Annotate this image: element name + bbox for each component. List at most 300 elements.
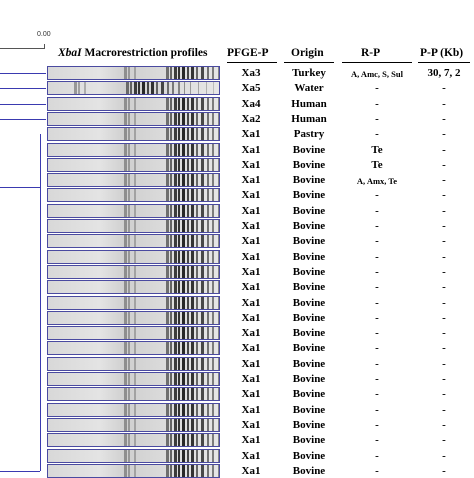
dendrogram-branch [0, 119, 46, 120]
gel-band [134, 113, 136, 125]
gel-band [187, 342, 189, 354]
gel-band [207, 251, 209, 263]
gel-band [201, 358, 204, 370]
gel-band [191, 251, 194, 263]
gel-band [212, 297, 214, 309]
gel-band [134, 220, 136, 232]
gel-band [134, 281, 136, 293]
gel-band [191, 128, 194, 140]
gel-band [174, 128, 177, 140]
gel-band [207, 373, 209, 385]
resistance-profile: - [375, 281, 379, 294]
gel-band [124, 159, 127, 171]
gel-band [182, 128, 185, 140]
plasmid-profile: - [442, 82, 446, 95]
isolate-origin: Pastry [293, 128, 325, 141]
gel-band [187, 373, 189, 385]
gel-band [187, 128, 189, 140]
gel-band [170, 342, 172, 354]
gel-band [124, 388, 127, 400]
gel-band [201, 113, 204, 125]
gel-band [170, 281, 172, 293]
gel-band [174, 205, 177, 217]
gel-band [178, 67, 180, 79]
gel-band [170, 404, 172, 416]
gel-band [170, 235, 172, 247]
pfge-pattern: Xa4 [241, 97, 261, 110]
gel-band [196, 419, 198, 431]
gel-band [196, 373, 198, 385]
gel-band [124, 373, 127, 385]
gel-band [218, 297, 220, 309]
gel-band [201, 281, 204, 293]
gel-band [166, 235, 169, 247]
gel-band [212, 113, 214, 125]
gel-band [196, 144, 198, 156]
gel-band [191, 342, 194, 354]
gel-band [218, 419, 220, 431]
gel-band [134, 205, 136, 217]
isolate-origin: Bovine [292, 296, 326, 309]
gel-band [187, 144, 189, 156]
plasmid-profile: - [442, 418, 446, 431]
gel-band [156, 82, 158, 94]
gel-band [207, 465, 209, 477]
gel-band [166, 404, 169, 416]
gel-band [134, 251, 136, 263]
gel-band [201, 465, 204, 477]
gel-band [182, 144, 185, 156]
gel-band [124, 419, 127, 431]
gel-band [201, 266, 204, 278]
gel-band [187, 327, 189, 339]
resistance-profile: - [375, 434, 379, 447]
gel-band [187, 98, 189, 110]
gel-band [170, 67, 172, 79]
resistance-profile: Te [371, 143, 383, 156]
pfge-pattern: Xa1 [241, 327, 261, 340]
gel-band [212, 312, 214, 324]
resistance-profile: Te [371, 158, 383, 171]
resistance-profile: - [375, 97, 379, 110]
isolate-origin: Human [291, 112, 327, 125]
isolate-origin: Bovine [292, 357, 326, 370]
gel-band [134, 144, 136, 156]
gel-band [187, 297, 189, 309]
gel-band [170, 373, 172, 385]
gel-band [212, 419, 214, 431]
gel-band [78, 82, 80, 94]
pfge-pattern: Xa1 [241, 403, 261, 416]
gel-band [212, 373, 214, 385]
header-pp: P-P (Kb) [420, 47, 464, 59]
gel-band [207, 266, 209, 278]
gel-band [166, 220, 169, 232]
gel-band [170, 113, 172, 125]
plasmid-profile: - [442, 112, 446, 125]
gel-band [207, 235, 209, 247]
gel-lane [47, 418, 220, 432]
gel-band [196, 312, 198, 324]
gel-band [178, 450, 180, 462]
gel-band [124, 312, 127, 324]
resistance-profile: A, Amx, Te [356, 175, 398, 186]
resistance-profile: A, Amc, S, Sul [351, 68, 403, 79]
gel-band [166, 266, 169, 278]
gel-band [212, 434, 214, 446]
gel-band [207, 98, 209, 110]
pfge-pattern: Xa1 [241, 281, 261, 294]
gel-band [130, 82, 132, 94]
gel-band [178, 98, 180, 110]
gel-band [213, 82, 214, 94]
gel-band [182, 312, 185, 324]
gel-band [134, 465, 136, 477]
gel-band [128, 419, 130, 431]
pfge-pattern: Xa1 [241, 189, 261, 202]
gel-band [182, 434, 185, 446]
gel-band [187, 174, 189, 186]
plasmid-profile: - [442, 189, 446, 202]
gel-band [212, 235, 214, 247]
resistance-profile: - [375, 327, 379, 340]
gel-band [178, 82, 180, 94]
gel-band [218, 144, 220, 156]
gel-band [201, 434, 204, 446]
gel-band [134, 174, 136, 186]
gel-band [182, 159, 185, 171]
gel-band [218, 434, 220, 446]
gel-band [170, 358, 172, 370]
gel-band [191, 235, 194, 247]
gel-band [178, 113, 180, 125]
gel-band [212, 144, 214, 156]
gel-band [134, 82, 137, 94]
gel-band [212, 450, 214, 462]
gel-band [191, 388, 194, 400]
gel-lane [47, 219, 220, 233]
gel-band [201, 67, 204, 79]
gel-band [196, 220, 198, 232]
gel-band [166, 434, 169, 446]
gel-band [207, 189, 209, 201]
gel-band [201, 373, 204, 385]
pfge-pattern: Xa1 [241, 235, 261, 248]
plasmid-profile: - [442, 97, 446, 110]
gel-band [182, 98, 185, 110]
gel-band [206, 82, 207, 94]
gel-band [207, 67, 209, 79]
pfge-pattern: Xa1 [241, 204, 261, 217]
pfge-pattern: Xa1 [241, 342, 261, 355]
gel-band [124, 266, 127, 278]
pfge-pattern: Xa1 [241, 357, 261, 370]
gel-band [174, 266, 177, 278]
resistance-profile: - [375, 403, 379, 416]
gel-band [218, 205, 220, 217]
gel-band [134, 297, 136, 309]
gel-band [196, 128, 198, 140]
gel-band [187, 281, 189, 293]
plasmid-profile: - [442, 296, 446, 309]
dendrogram-branch [0, 104, 46, 105]
pfge-pattern: Xa1 [241, 250, 261, 263]
gel-band [201, 159, 204, 171]
gel-band [191, 174, 194, 186]
dendrogram-cluster-line [40, 134, 41, 471]
resistance-profile: - [375, 418, 379, 431]
gel-band [124, 113, 127, 125]
gel-title-enzyme: XbaI [58, 47, 82, 59]
gel-band [212, 159, 214, 171]
gel-band [174, 327, 177, 339]
gel-lane [47, 280, 220, 294]
gel-lane [47, 204, 220, 218]
isolate-origin: Water [294, 82, 324, 95]
gel-lane [47, 265, 220, 279]
gel-band [207, 450, 209, 462]
gel-band [187, 465, 189, 477]
dendrogram-branch [0, 471, 40, 472]
gel-band [187, 67, 189, 79]
gel-band [170, 189, 172, 201]
gel-band [201, 205, 204, 217]
gel-band [182, 266, 185, 278]
gel-band [191, 404, 194, 416]
pfge-pattern: Xa3 [241, 67, 261, 79]
gel-band [128, 144, 130, 156]
gel-band [174, 297, 177, 309]
gel-band [134, 128, 136, 140]
pfge-pattern: Xa1 [241, 388, 261, 401]
gel-band [212, 266, 214, 278]
gel-lane [47, 158, 220, 172]
gel-band [178, 327, 180, 339]
gel-band [182, 373, 185, 385]
gel-band [170, 98, 172, 110]
pfge-pattern: Xa1 [241, 418, 261, 431]
gel-band [134, 235, 136, 247]
isolate-origin: Human [291, 97, 327, 110]
pfge-pattern: Xa1 [241, 373, 261, 385]
gel-band [170, 419, 172, 431]
gel-band [128, 465, 130, 477]
gel-band [182, 189, 185, 201]
gel-band [191, 281, 194, 293]
gel-band [201, 174, 204, 186]
gel-band [207, 388, 209, 400]
resistance-profile: - [375, 373, 379, 385]
gel-band [207, 297, 209, 309]
gel-band [196, 174, 198, 186]
gel-band [174, 281, 177, 293]
gel-band [166, 450, 169, 462]
dendrogram-branch [0, 187, 40, 188]
gel-title-text: Macrorestriction profiles [81, 47, 208, 59]
isolate-origin: Bovine [292, 143, 326, 156]
gel-band [134, 159, 136, 171]
gel-band [201, 235, 204, 247]
gel-band [124, 327, 127, 339]
gel-band [196, 388, 198, 400]
gel-band [124, 67, 127, 79]
gel-band [191, 312, 194, 324]
gel-band [124, 220, 127, 232]
gel-band [218, 67, 220, 79]
gel-band [212, 327, 214, 339]
gel-band [191, 373, 194, 385]
gel-band [218, 113, 220, 125]
gel-band [191, 159, 194, 171]
gel-band [178, 404, 180, 416]
gel-band [166, 373, 169, 385]
isolate-origin: Turkey [292, 67, 326, 79]
header-pfge-underline [227, 62, 277, 63]
gel-band [196, 404, 198, 416]
gel-band [196, 189, 198, 201]
gel-band [170, 266, 172, 278]
gel-lane [47, 311, 220, 325]
isolate-origin: Bovine [292, 281, 326, 294]
gel-band [124, 128, 127, 140]
gel-band [201, 342, 204, 354]
gel-band [166, 297, 169, 309]
gel-band [128, 113, 130, 125]
gel-band [187, 205, 189, 217]
pfge-pattern: Xa1 [241, 311, 261, 324]
isolate-origin: Bovine [292, 373, 326, 385]
gel-band [207, 434, 209, 446]
gel-band [201, 297, 204, 309]
gel-band [178, 373, 180, 385]
gel-band [134, 434, 136, 446]
plasmid-profile: - [442, 373, 446, 385]
gel-lane [47, 387, 220, 401]
gel-lane [47, 188, 220, 202]
gel-band [187, 235, 189, 247]
gel-band [207, 128, 209, 140]
gel-band [218, 465, 220, 477]
gel-band [166, 113, 169, 125]
gel-band [218, 266, 220, 278]
plasmid-profile: - [442, 403, 446, 416]
gel-band [134, 419, 136, 431]
gel-lane [47, 66, 220, 80]
header-pfge: PFGE-P [227, 47, 269, 59]
gel-band [166, 342, 169, 354]
gel-band [128, 266, 130, 278]
gel-band [166, 98, 169, 110]
gel-band [187, 419, 189, 431]
gel-band [187, 159, 189, 171]
gel-band [212, 189, 214, 201]
gel-band [207, 220, 209, 232]
resistance-profile: - [375, 311, 379, 324]
gel-band [128, 312, 130, 324]
gel-band [134, 404, 136, 416]
dendrogram-branch [0, 73, 46, 74]
isolate-origin: Bovine [292, 388, 326, 401]
gel-band [161, 82, 164, 94]
isolate-origin: Bovine [292, 189, 326, 202]
gel-band [182, 297, 185, 309]
gel-band [212, 465, 214, 477]
isolate-origin: Bovine [292, 250, 326, 263]
gel-band [170, 465, 172, 477]
resistance-profile: - [375, 112, 379, 125]
gel-band [207, 113, 209, 125]
gel-band [128, 342, 130, 354]
gel-band [166, 327, 169, 339]
gel-band [201, 404, 204, 416]
gel-band [124, 205, 127, 217]
gel-band [187, 266, 189, 278]
gel-band [124, 465, 127, 477]
gel-band [170, 327, 172, 339]
gel-band [212, 251, 214, 263]
gel-band [218, 220, 220, 232]
gel-band [166, 251, 169, 263]
gel-band [212, 128, 214, 140]
gel-band [134, 98, 136, 110]
gel-band [128, 450, 130, 462]
gel-lane [47, 433, 220, 447]
gel-band [174, 235, 177, 247]
gel-band [170, 220, 172, 232]
gel-band [178, 128, 180, 140]
gel-band [212, 342, 214, 354]
gel-band [124, 189, 127, 201]
gel-band [218, 159, 220, 171]
gel-band [187, 358, 189, 370]
gel-band [166, 312, 169, 324]
gel-band [182, 281, 185, 293]
gel-band [182, 388, 185, 400]
gel-band [218, 128, 220, 140]
gel-band [191, 205, 194, 217]
gel-band [182, 220, 185, 232]
plasmid-profile: - [442, 235, 446, 248]
resistance-profile: - [375, 250, 379, 263]
gel-band [166, 419, 169, 431]
gel-band [191, 419, 194, 431]
gel-band [172, 82, 174, 94]
gel-lane [47, 173, 220, 187]
gel-band [196, 358, 198, 370]
resistance-profile: - [375, 342, 379, 355]
gel-band [128, 159, 130, 171]
gel-band [124, 144, 127, 156]
gel-band [174, 465, 177, 477]
gel-band [178, 465, 180, 477]
gel-band [166, 174, 169, 186]
gel-band [196, 342, 198, 354]
plasmid-profile: - [442, 311, 446, 324]
pfge-pattern: Xa1 [241, 464, 261, 477]
gel-band [170, 159, 172, 171]
gel-band [174, 174, 177, 186]
gel-band [182, 358, 185, 370]
gel-band [128, 98, 130, 110]
gel-band [182, 67, 185, 79]
gel-band [196, 113, 198, 125]
pfge-pattern: Xa5 [241, 82, 261, 95]
resistance-profile: - [375, 220, 379, 232]
plasmid-profile: - [442, 281, 446, 294]
gel-band [196, 450, 198, 462]
gel-band [182, 113, 185, 125]
gel-band [218, 251, 220, 263]
